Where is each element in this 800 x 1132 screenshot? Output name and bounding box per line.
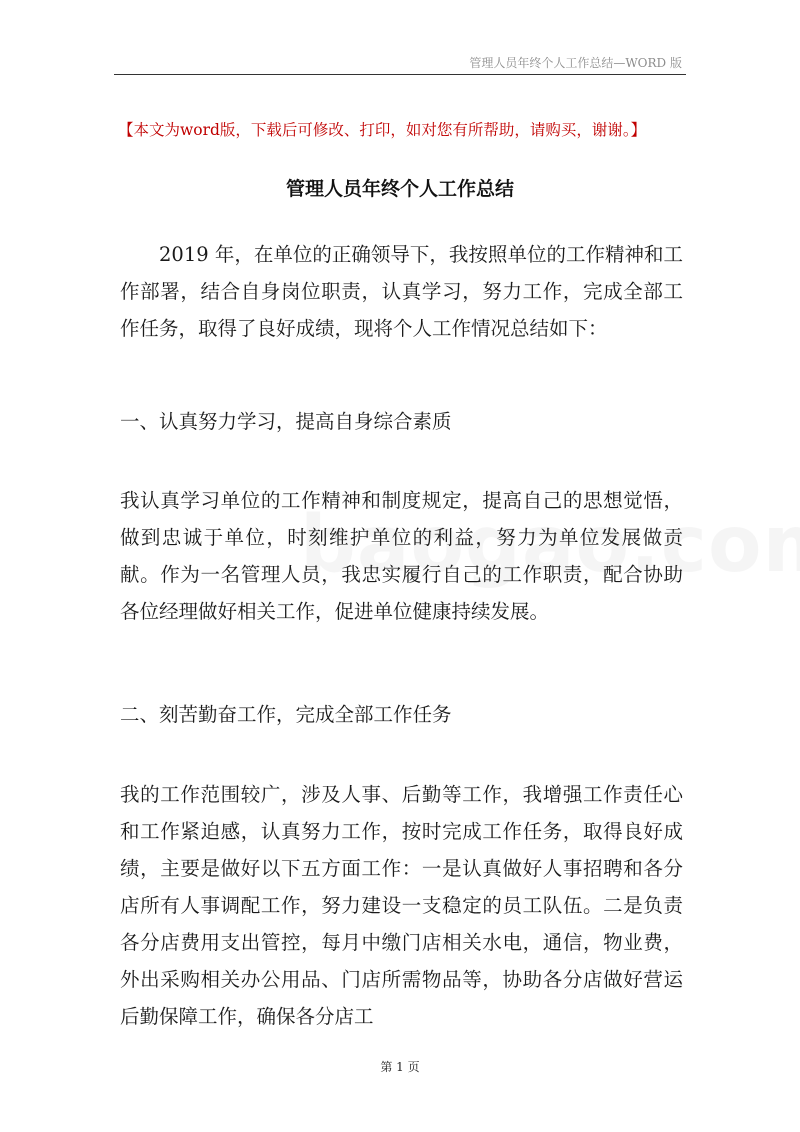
section-heading-1: 一、认真努力学习，提高自身综合素质 xyxy=(120,410,452,433)
document-title: 管理人员年终个人工作总结 xyxy=(285,178,514,200)
header-divider xyxy=(114,74,686,75)
section-body-2: 我的工作范围较广，涉及人事、后勤等工作，我增强工作责任心和工作紧迫感，认真努力工作，按时完成工作任务，取得良好成绩，主要是做好以下五方面工作：一是认真做好人事招聘和各分店所有人事调配工作，努力建设一支稳定的员工队伍。二是负责各分店费用支出管控，每月中缴门店相关水电，通信，物业费，外出采购相关办公用品、门店所需物品等，协助各分店做好营运后勤保障工作，确保各分店工 xyxy=(120,783,683,1028)
section-heading-2: 二、刻苦勤奋工作，完成全部工作任务 xyxy=(120,703,452,726)
purchase-notice: 【本文为word版，下载后可修改、打印，如对您有所帮助，请购买，谢谢。】 xyxy=(118,121,647,139)
running-header: 管理人员年终个人工作总结—WORD 版 xyxy=(469,56,682,70)
intro-paragraph: 2019 年，在单位的正确领导下，我按照单位的工作精神和工作部署，结合自身岗位职责，认真学习，努力工作，完成全部工作任务，取得了良好成绩，现将个人工作情况总结如下： xyxy=(120,243,683,340)
page-number: 第 1 页 xyxy=(380,1060,420,1074)
section-body-1: 我认真学习单位的工作精神和制度规定，提高自己的思想觉悟，做到忠诚于单位，时刻维护单位的利益，努力为单位发展做贡献。作为一名管理人员，我忠实履行自己的工作职责，配合协助各位经理做好相关工作，促进单位健康持续发展。 xyxy=(120,489,683,623)
